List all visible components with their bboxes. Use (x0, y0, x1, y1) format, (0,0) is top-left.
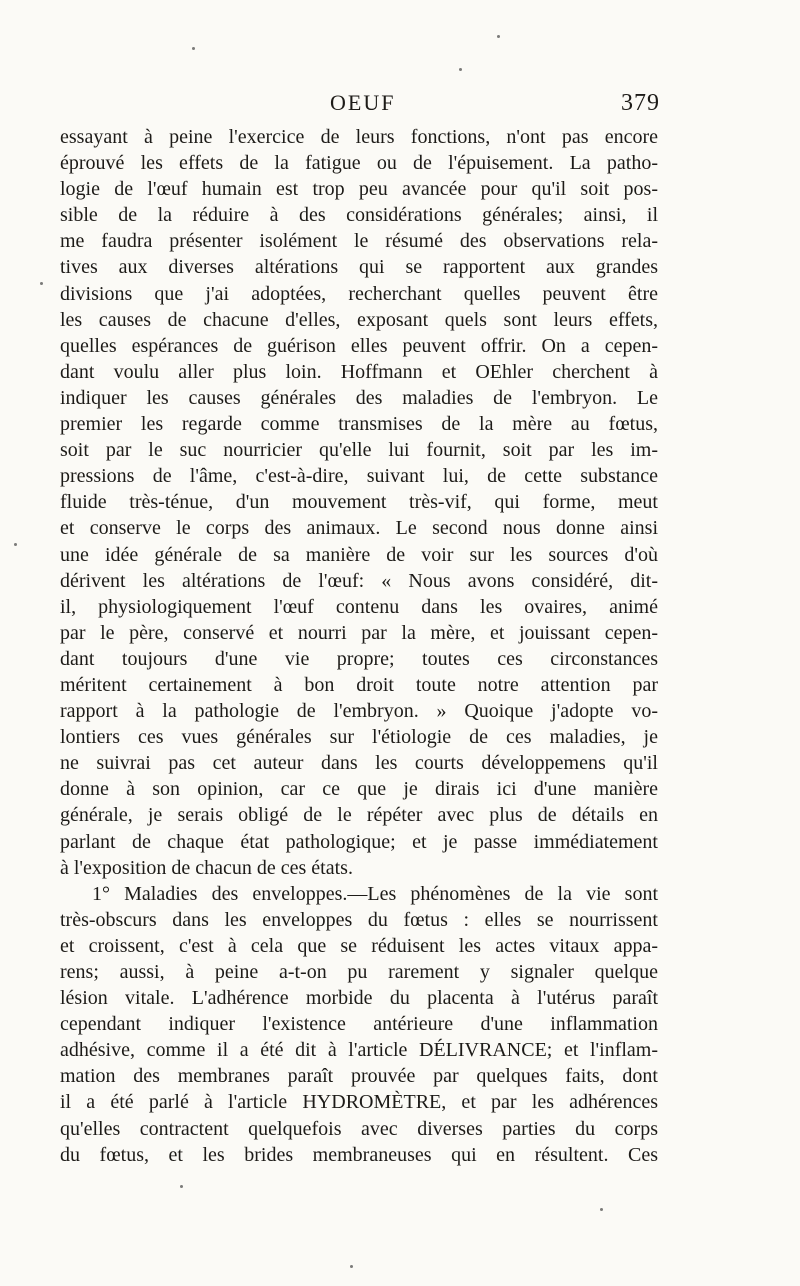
text-line: ne suivrai pas cet auteur dans les courts développemens qu'il (60, 752, 658, 775)
text-line: quelles espérances de guérison elles peuvent offrir. On a cepen- (60, 334, 658, 357)
text-line: dant voulu aller plus loin. Hoffmann et OEhler cherchent à (60, 360, 658, 383)
text-line: parlant de chaque état pathologique; et je passe immédiatement (60, 830, 658, 853)
text-line: dérivent les altérations de l'œuf: « Nous avons considéré, dit- (60, 569, 658, 592)
text-line: générale, je serais obligé de le répéter avec plus de détails en (60, 804, 658, 827)
text-line: logie de l'œuf humain est trop peu avancée pour qu'il soit pos- (60, 178, 658, 201)
text-line: par le père, conservé et nourri par la mère, et jouissant cepen- (60, 621, 658, 644)
text-line: tives aux diverses altérations qui se rapportent aux grandes (60, 256, 658, 279)
ink-speck (192, 47, 195, 50)
ink-speck (600, 1208, 603, 1211)
text-line: sible de la réduire à des considérations générales; ainsi, il (60, 204, 658, 227)
ink-speck (350, 1265, 353, 1268)
text-line: me faudra présenter isolément le résumé des observations rela- (60, 230, 658, 253)
text-line: rens; aussi, à peine a-t-on pu rarement y signaler quelque (60, 961, 658, 983)
text-line: fluide très-ténue, d'un mouvement très-vif, qui forme, meut (60, 491, 658, 514)
page-header (60, 90, 660, 120)
ink-speck (497, 35, 500, 38)
text-line: une idée générale de sa manière de voir sur les sources d'où (60, 543, 658, 566)
text-line: divisions que j'ai adoptées, recherchant quelles peuvent être (60, 282, 658, 305)
text-line: indiquer les causes générales des maladies de l'embryon. Le (60, 386, 658, 409)
text-line: et conserve le corps des animaux. Le second nous donne ainsi (60, 517, 658, 540)
body-text (60, 124, 658, 1168)
text-line: essayant à peine l'exercice de leurs fonctions, n'ont pas encore (60, 126, 658, 148)
text-line: rapport à la pathologie de l'embryon. » Quoique j'adopte vo- (60, 700, 658, 723)
text-line: éprouvé les effets de la fatigue ou de l'épuisement. La patho- (60, 152, 658, 175)
text-line: dant toujours d'une vie propre; toutes ces circonstances (60, 647, 658, 670)
page-number: 379 (621, 90, 660, 116)
text-line: il a été parlé à l'article HYDROMÈTRE, et par les adhérences (60, 1091, 658, 1114)
text-line: les causes de chacune d'elles, exposant quels sont leurs effets, (60, 308, 658, 331)
text-line: 1° Maladies des enveloppes.—Les phénomènes de la vie sont (92, 882, 658, 905)
text-line: soit par le suc nourricier qu'elle lui fournit, soit par les im- (60, 439, 658, 462)
text-line: méritent certainement à bon droit toute notre attention par (60, 673, 658, 696)
text-line: pressions de l'âme, c'est-à-dire, suivant lui, de cette substance (60, 465, 658, 488)
ink-speck (459, 68, 462, 71)
text-line: très-obscurs dans les enveloppes du fœtus : elles se nourrissent (60, 908, 658, 931)
text-line: du fœtus, et les brides membraneuses qui en résultent. Ces (60, 1143, 658, 1166)
text-line: qu'elles contractent quelquefois avec diverses parties du corps (60, 1117, 658, 1140)
text-line: et croissent, c'est à cela que se réduisent les actes vitaux appa- (60, 934, 658, 957)
ink-speck (180, 1185, 183, 1188)
text-line: cependant indiquer l'existence antérieure d'une inflammation (60, 1013, 658, 1036)
text-line: donne à son opinion, car ce que je dirais ici d'une manière (60, 778, 658, 801)
text-line: il, physiologiquement l'œuf contenu dans les ovaires, animé (60, 595, 658, 618)
text-line: mation des membranes paraît prouvée par quelques faits, dont (60, 1065, 658, 1088)
running-title: OEUF (330, 90, 396, 115)
ink-speck (14, 543, 17, 546)
text-line: lésion vitale. L'adhérence morbide du placenta à l'utérus paraît (60, 987, 658, 1010)
text-line: lontiers ces vues générales sur l'étiologie de ces maladies, je (60, 726, 658, 749)
text-line: à l'exposition de chacun de ces états. (60, 856, 353, 879)
ink-speck (40, 282, 43, 285)
text-line: premier les regarde comme transmises de la mère au fœtus, (60, 413, 658, 436)
text-line: adhésive, comme il a été dit à l'article DÉLIVRANCE; et l'inflam- (60, 1039, 658, 1062)
